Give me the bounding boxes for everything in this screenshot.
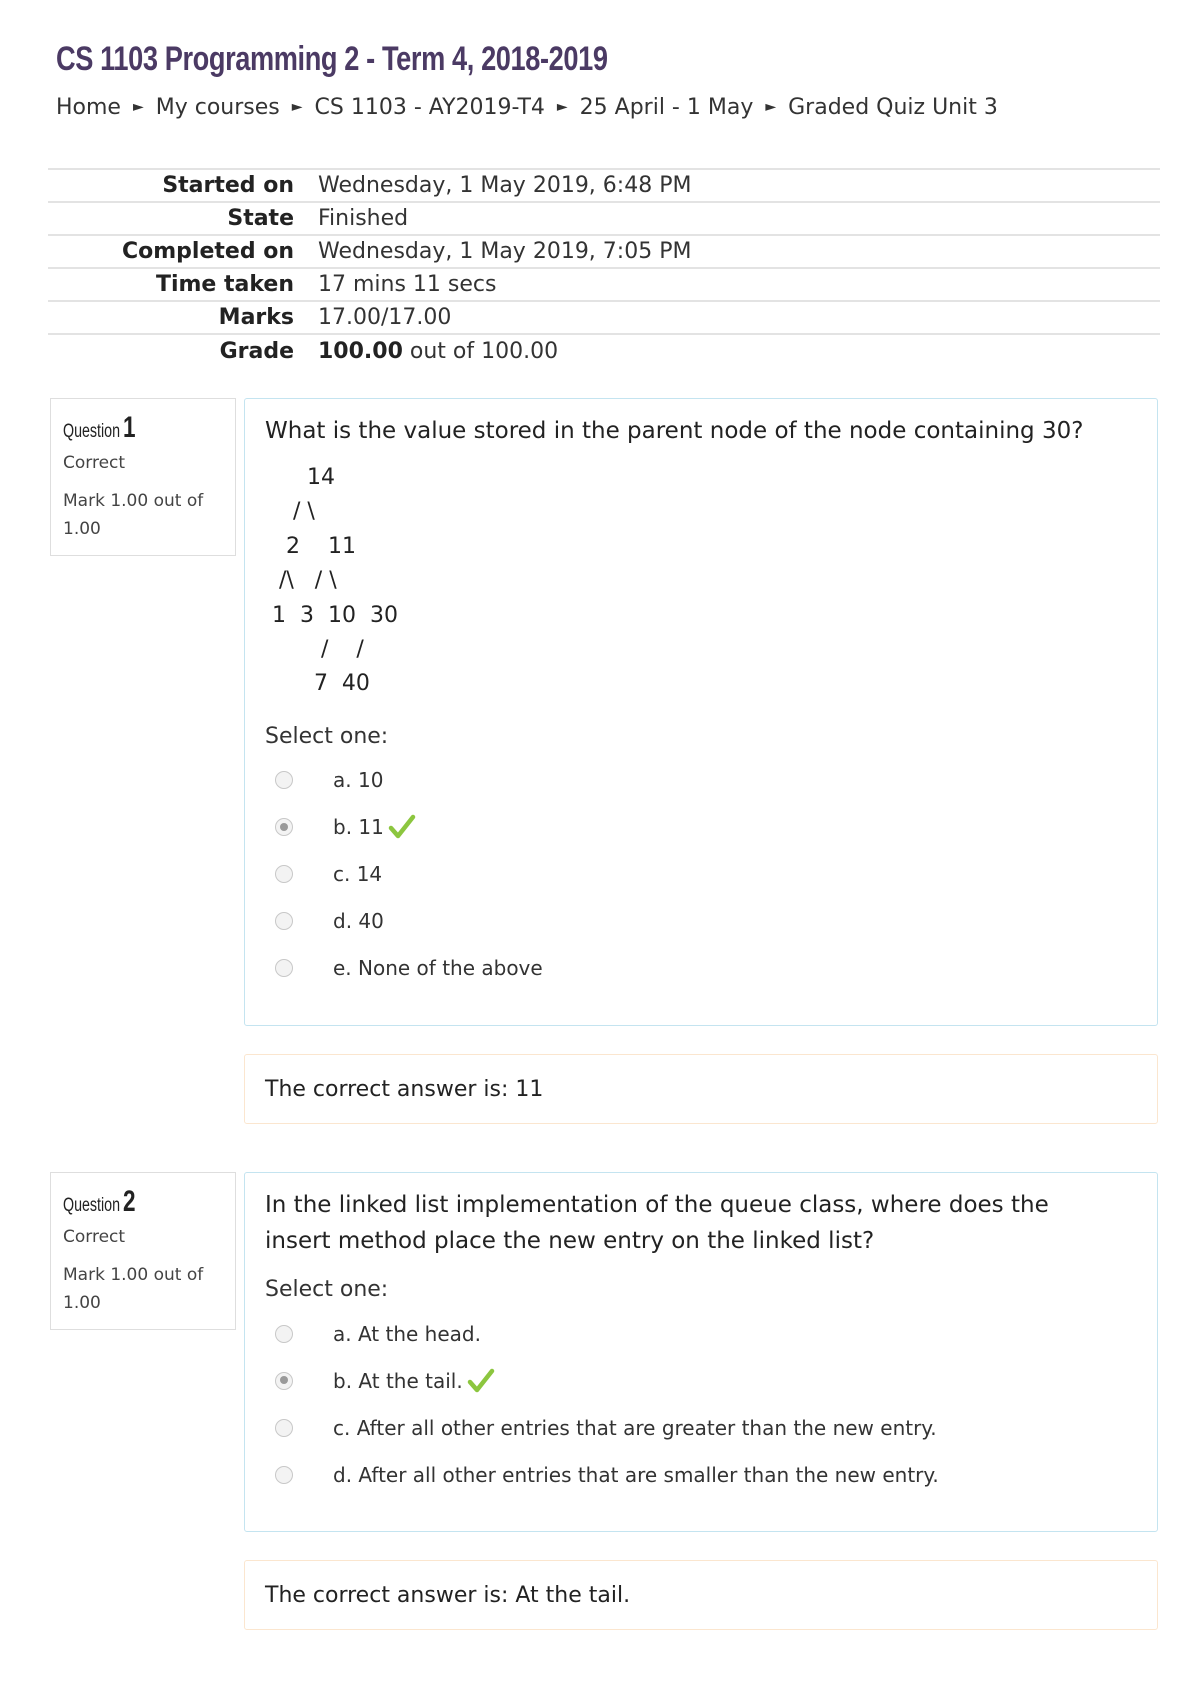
summary-value: Wednesday, 1 May 2019, 7:05 PM [318, 239, 692, 264]
answer-option-a[interactable] [265, 757, 1137, 804]
question-word: Question [63, 1195, 121, 1216]
correct-checkmark-icon [388, 814, 416, 840]
select-one-prompt: Select one: [265, 1277, 389, 1302]
option-label: c. 14 [333, 862, 383, 887]
answer-option-d[interactable] [265, 898, 1137, 945]
breadcrumb-course[interactable]: CS 1103 - AY2019-T4 [314, 94, 545, 120]
question-state: Correct [63, 453, 126, 473]
radio-button[interactable] [275, 865, 293, 883]
correct-checkmark-icon [467, 1368, 495, 1394]
summary-row-completed-on [48, 235, 1160, 268]
grade-value: 100.00 [318, 338, 403, 364]
breadcrumb-section[interactable]: 25 April - 1 May [579, 94, 754, 120]
breadcrumb-my-courses[interactable]: My courses [155, 94, 280, 120]
question-feedback-1: The correct answer is: 11 [244, 1054, 1158, 1124]
breadcrumb-quiz[interactable]: Graded Quiz Unit 3 [788, 94, 998, 120]
answer-option-e[interactable] [265, 945, 1137, 992]
summary-row-grade [48, 334, 1160, 367]
question-number [63, 1185, 183, 1219]
quiz-review-summary [48, 168, 1160, 367]
question-info-2 [50, 1172, 236, 1330]
option-label: d. 40 [333, 909, 384, 934]
page-title: CS 1103 Programming 2 - Term 4, 2018-2019 [56, 40, 608, 78]
select-one-prompt: Select one: [265, 723, 389, 749]
tree-line: / \ [265, 499, 315, 525]
radio-button[interactable] [275, 959, 293, 977]
summary-label: State [227, 206, 294, 231]
grade-out-of: out of 100.00 [402, 338, 559, 364]
option-label: d. After all other entries that are smaller than the new entry. [333, 1462, 939, 1487]
tree-line: 7 40 [265, 671, 370, 697]
summary-row-marks [48, 301, 1160, 334]
answer-option-c[interactable] [265, 851, 1137, 898]
answer-option-b[interactable] [265, 1357, 1137, 1404]
question-grade: Mark 1.00 out of 1.00 [63, 491, 204, 539]
answer-option-a[interactable] [265, 1310, 1137, 1357]
summary-value: Wednesday, 1 May 2019, 6:48 PM [318, 173, 692, 198]
breadcrumb-separator-icon: ► [765, 99, 777, 115]
option-label: c. After all other entries that are greater than the new entry. [333, 1415, 937, 1440]
summary-label: Completed on [121, 239, 294, 264]
question-formulation-2 [244, 1172, 1158, 1532]
answer-options [265, 757, 1137, 992]
summary-label: Marks [218, 305, 294, 330]
binary-tree-diagram [265, 461, 1137, 702]
breadcrumb-separator-icon: ► [291, 99, 303, 115]
summary-row-state [48, 202, 1160, 235]
summary-value: 17.00/17.00 [318, 305, 452, 330]
radio-button-selected[interactable] [275, 1372, 293, 1390]
radio-button[interactable] [275, 1419, 293, 1437]
question-formulation-1 [244, 398, 1158, 1026]
answer-option-c[interactable] [265, 1404, 1137, 1451]
summary-label: Time taken [155, 272, 294, 297]
option-label: b. 11 [333, 815, 384, 840]
breadcrumb [56, 92, 998, 122]
tree-line: 1 3 10 30 [265, 602, 398, 628]
radio-button[interactable] [275, 912, 293, 930]
answer-option-b[interactable] [265, 804, 1137, 851]
option-label: b. At the tail. [333, 1368, 463, 1393]
summary-value: 17 mins 11 secs [318, 272, 497, 297]
tree-line: 2 11 [265, 533, 356, 559]
question-feedback-2: The correct answer is: At the tail. [244, 1560, 1158, 1630]
summary-label: Started on [162, 173, 294, 198]
radio-button[interactable] [275, 1325, 293, 1343]
breadcrumb-separator-icon: ► [132, 99, 144, 115]
question-state: Correct [63, 1227, 126, 1247]
tree-line: 14 [265, 465, 335, 490]
option-label: e. None of the above [333, 956, 543, 981]
answer-option-d[interactable] [265, 1451, 1137, 1498]
question-text: What is the value stored in the parent node of the node containing 30? [265, 418, 1084, 444]
question-number-value: 1 [123, 411, 136, 444]
summary-row-started-on [48, 169, 1160, 202]
summary-row-time-taken [48, 268, 1160, 301]
summary-value [318, 334, 1160, 367]
breadcrumb-separator-icon: ► [556, 99, 568, 115]
radio-button[interactable] [275, 1466, 293, 1484]
option-label: a. At the head. [333, 1321, 481, 1346]
question-info-1 [50, 398, 236, 556]
question-number-value: 2 [123, 1185, 136, 1218]
tree-line: /\ / \ [265, 568, 337, 594]
summary-label: Grade [219, 338, 294, 364]
option-label: a. 10 [333, 768, 384, 793]
tree-line: / / [265, 637, 364, 663]
question-number [63, 411, 183, 445]
radio-button-selected[interactable] [275, 818, 293, 836]
question-grade: Mark 1.00 out of 1.00 [63, 1265, 204, 1313]
radio-button[interactable] [275, 771, 293, 789]
breadcrumb-home[interactable]: Home [56, 94, 121, 120]
question-word: Question [63, 421, 121, 442]
summary-value: Finished [318, 206, 409, 231]
question-text: In the linked list implementation of the queue class, where does the insert method place the new entry on the linked list? [265, 1192, 1049, 1254]
answer-options [265, 1310, 1137, 1498]
